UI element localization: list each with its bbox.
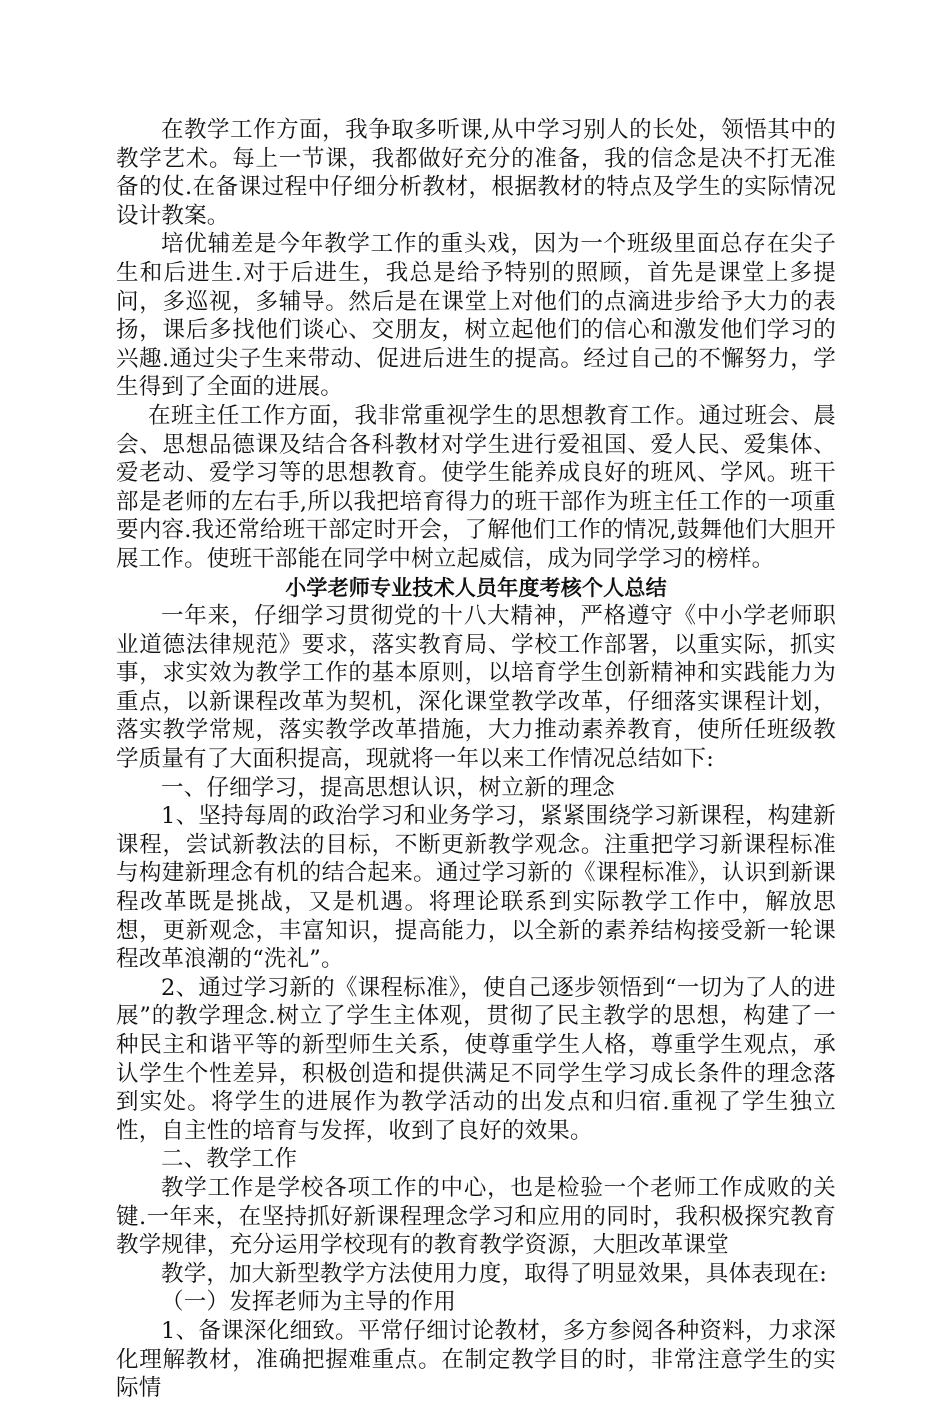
paragraph-teaching-continued: 教学，加大新型教学方法使用力度，取得了明显效果，具体表现在: — [161, 1260, 828, 1287]
heading-study: 一、仔细学习，提高思想认识，树立新的理念 — [161, 774, 616, 801]
paragraph-teaching-center: 教学工作是学校各项工作的中心，也是检验一个老师工作成败的关键.一年来，在坚持抓好新课程理念学习和应用的同时，我积极探究教育教学规律，充分运用学校现有的教育教学资源，大胆改革课堂 — [116, 1174, 836, 1259]
heading-teacher-role: （一）发挥老师为主导的作用 — [161, 1289, 457, 1316]
paragraph-study-1: 1、坚持每周的政治学习和业务学习，紧紧围绕学习新课程，构建新课程，尝试新教法的目标，不断更新教学观念。注重把学习新课程标准与构建新理念有机的结合起来。通过学习新的《课程标准》，认识到新课程改革既是挑战，又是机遇。将理论联系到实际教学工作中，解放思想，更新观念，丰富知识，提高能力，以全新的素养结构接受新一轮课程改革浪潮的“洗礼”。 — [116, 803, 836, 973]
paragraph-teaching-work: 在教学工作方面，我争取多听课,从中学习别人的长处，领悟其中的教学艺术。每上一节课，我都做好充分的准备，我的信念是决不打无准备的仗.在备课过程中仔细分析教材，根据教材的特点及学生的实际情况设计教案。 — [116, 117, 836, 229]
paragraph-head-teacher: 在班主任工作方面，我非常重视学生的思想教育工作。通过班会、晨会、思想品德课及结合各科教材对学生进行爱祖国、爱人民、爱集体、爱老动、爱学习等的思想教育。使学生能养成良好的班风、学风。班干部是老师的左右手,所以我把培育得力的班干部作为班主任工作的一项重要内容.我还常给班干部定时开会，了解他们工作的情况,鼓舞他们大胆开展工作。使班干部能在同学中树立起威信，成为同学学习的榜样。 — [116, 402, 836, 572]
paragraph-study-2: 2、通过学习新的《课程标准》，使自己逐步领悟到“一切为了人的进展”的教学理念.树立了学生主体观，贯彻了民主教学的思想，构建了一种民主和谐平等的新型师生关系，使尊重学生人格，尊重学生观点，承认学生个性差异，积极创造和提供满足不同学生学习成长条件的理念落到实处。将学生的进展作为教学活动的出发点和归宿.重视了学生独立性，自主性的培育与发挥，收到了良好的效果。 — [116, 974, 836, 1144]
document-page — [116, 116, 836, 1403]
heading-teaching: 二、教学工作 — [161, 1146, 298, 1173]
paragraph-summary-intro: 一年来，仔细学习贯彻党的十八大精神，严格遵守《中小学老师职业道德法律规范》要求，落实教育局、学校工作部署，以重实际，抓实事，求实效为教学工作的基本原则，以培育学生创新精神和实践能力为重点，以新课程改革为契机，深化课堂教学改革，仔细落实课程计划，落实教学常规，落实教学改革措施，大力推动素养教育，使所任班级教学质量有了大面积提高，现就将一年以来工作情况总结如下: — [116, 603, 836, 773]
paragraph-tutoring: 培优辅差是今年教学工作的重头戏，因为一个班级里面总存在尖子生和后进生.对于后进生，我总是给予特别的照顾，首先是课堂上多提问，多巡视，多辅导。然后是在课堂上对他们的点滴进步给予大力的表扬，课后多找他们谈心、交朋友，树立起他们的信心和激发他们学习的兴趣.通过尖子生来带动、促进后进生的提高。经过自己的不懈努力，学生得到了全面的进展。 — [116, 231, 836, 401]
section-title: 小学老师专业技术人员年度考核个人总结 — [285, 575, 667, 600]
paragraph-lesson-prep: 1、备课深化细致。平常仔细讨论教材，多方参阅各种资料，力求深化理解教材，准确把握难重点。在制定教学目的时，非常注意学生的实际情 — [116, 1317, 836, 1402]
